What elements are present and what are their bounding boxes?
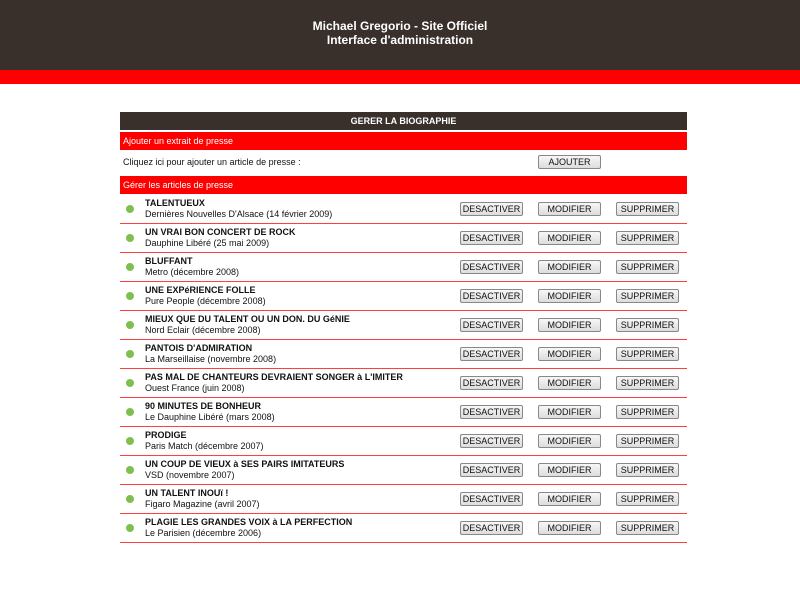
article-title: UN VRAI BON CONCERT DE ROCK bbox=[145, 227, 296, 237]
table-row bbox=[120, 195, 687, 224]
site-header bbox=[0, 0, 800, 70]
modify-button[interactable]: MODIFIER bbox=[538, 289, 601, 303]
status-active-icon bbox=[126, 321, 134, 329]
status-active-icon bbox=[126, 437, 134, 445]
delete-button[interactable]: SUPPRIMER bbox=[616, 521, 679, 535]
article-title: PLAGIE LES GRANDES VOIX à LA PERFECTION bbox=[145, 517, 353, 527]
add-press-section-heading: Ajouter un extrait de presse bbox=[120, 132, 687, 150]
table-row bbox=[120, 282, 687, 311]
article-title: TALENTUEUX bbox=[145, 198, 205, 208]
article-source: Le Parisien (décembre 2006) bbox=[145, 528, 262, 538]
article-title: UN COUP DE VIEUX à SES PAIRS IMITATEURS bbox=[145, 459, 345, 469]
deactivate-button[interactable]: DESACTIVER bbox=[460, 289, 523, 303]
delete-button[interactable]: SUPPRIMER bbox=[616, 260, 679, 274]
status-active-icon bbox=[126, 263, 134, 271]
add-press-row bbox=[120, 150, 687, 174]
deactivate-button[interactable]: DESACTIVER bbox=[460, 405, 523, 419]
table-row bbox=[120, 514, 687, 543]
add-article-button[interactable]: AJOUTER bbox=[538, 155, 601, 169]
article-source: Metro (décembre 2008) bbox=[145, 267, 240, 277]
modify-button[interactable]: MODIFIER bbox=[538, 318, 601, 332]
manage-press-section-heading: Gérer les articles de presse bbox=[120, 176, 687, 194]
table-row bbox=[120, 456, 687, 485]
delete-button[interactable]: SUPPRIMER bbox=[616, 347, 679, 361]
modify-button[interactable]: MODIFIER bbox=[538, 347, 601, 361]
table-row bbox=[120, 427, 687, 456]
modify-button[interactable]: MODIFIER bbox=[538, 492, 601, 506]
article-title: PRODIGE bbox=[145, 430, 187, 440]
table-row bbox=[120, 224, 687, 253]
status-active-icon bbox=[126, 379, 134, 387]
delete-button[interactable]: SUPPRIMER bbox=[616, 405, 679, 419]
deactivate-button[interactable]: DESACTIVER bbox=[460, 463, 523, 477]
site-title: Michael Gregorio - Site Officiel bbox=[312, 19, 488, 33]
biography-panel bbox=[120, 112, 687, 543]
admin-subtitle: Interface d'administration bbox=[326, 33, 474, 47]
status-active-icon bbox=[126, 524, 134, 532]
panel-title: GERER LA BIOGRAPHIE bbox=[120, 112, 687, 130]
status-active-icon bbox=[126, 495, 134, 503]
status-active-icon bbox=[126, 408, 134, 416]
article-title: BLUFFANT bbox=[145, 256, 193, 266]
deactivate-button[interactable]: DESACTIVER bbox=[460, 376, 523, 390]
table-row bbox=[120, 398, 687, 427]
deactivate-button[interactable]: DESACTIVER bbox=[460, 202, 523, 216]
deactivate-button[interactable]: DESACTIVER bbox=[460, 347, 523, 361]
article-source: Paris Match (décembre 2007) bbox=[145, 441, 264, 451]
delete-button[interactable]: SUPPRIMER bbox=[616, 202, 679, 216]
header-accent-bar bbox=[0, 70, 800, 84]
modify-button[interactable]: MODIFIER bbox=[538, 434, 601, 448]
deactivate-button[interactable]: DESACTIVER bbox=[460, 434, 523, 448]
modify-button[interactable]: MODIFIER bbox=[538, 463, 601, 477]
deactivate-button[interactable]: DESACTIVER bbox=[460, 318, 523, 332]
article-title: MIEUX QUE DU TALENT OU UN DON. DU GéNIE bbox=[145, 314, 350, 324]
status-active-icon bbox=[126, 350, 134, 358]
delete-button[interactable]: SUPPRIMER bbox=[616, 492, 679, 506]
modify-button[interactable]: MODIFIER bbox=[538, 405, 601, 419]
add-press-prompt: Cliquez ici pour ajouter un article de presse : bbox=[123, 157, 301, 167]
deactivate-button[interactable]: DESACTIVER bbox=[460, 492, 523, 506]
modify-button[interactable]: MODIFIER bbox=[538, 521, 601, 535]
modify-button[interactable]: MODIFIER bbox=[538, 260, 601, 274]
article-source: Le Dauphine Libéré (mars 2008) bbox=[145, 412, 275, 422]
deactivate-button[interactable]: DESACTIVER bbox=[460, 260, 523, 274]
status-active-icon bbox=[126, 466, 134, 474]
modify-button[interactable]: MODIFIER bbox=[538, 376, 601, 390]
table-row bbox=[120, 311, 687, 340]
article-source: Nord Eclair (décembre 2008) bbox=[145, 325, 261, 335]
delete-button[interactable]: SUPPRIMER bbox=[616, 231, 679, 245]
articles-list bbox=[120, 195, 687, 543]
delete-button[interactable]: SUPPRIMER bbox=[616, 318, 679, 332]
article-source: La Marseillaise (novembre 2008) bbox=[145, 354, 277, 364]
delete-button[interactable]: SUPPRIMER bbox=[616, 376, 679, 390]
deactivate-button[interactable]: DESACTIVER bbox=[460, 521, 523, 535]
article-source: VSD (novembre 2007) bbox=[145, 470, 235, 480]
article-title: UN TALENT INOUï ! bbox=[145, 488, 229, 498]
table-row bbox=[120, 340, 687, 369]
delete-button[interactable]: SUPPRIMER bbox=[616, 463, 679, 477]
article-source: Dernières Nouvelles D'Alsace (14 février 2009) bbox=[145, 209, 333, 219]
article-title: PAS MAL DE CHANTEURS DEVRAIENT SONGER à L'IMITER bbox=[145, 372, 403, 382]
article-source: Dauphine Libéré (25 mai 2009) bbox=[145, 238, 270, 248]
article-source: Figaro Magazine (avril 2007) bbox=[145, 499, 260, 509]
article-title: PANTOIS D'ADMIRATION bbox=[145, 343, 253, 353]
delete-button[interactable]: SUPPRIMER bbox=[616, 289, 679, 303]
table-row bbox=[120, 253, 687, 282]
table-row bbox=[120, 369, 687, 398]
article-source: Pure People (décembre 2008) bbox=[145, 296, 266, 306]
article-source: Ouest France (juin 2008) bbox=[145, 383, 245, 393]
table-row bbox=[120, 485, 687, 514]
article-title: UNE EXPéRIENCE FOLLE bbox=[145, 285, 256, 295]
status-active-icon bbox=[126, 292, 134, 300]
article-title: 90 MINUTES DE BONHEUR bbox=[145, 401, 262, 411]
status-active-icon bbox=[126, 205, 134, 213]
modify-button[interactable]: MODIFIER bbox=[538, 202, 601, 216]
status-active-icon bbox=[126, 234, 134, 242]
deactivate-button[interactable]: DESACTIVER bbox=[460, 231, 523, 245]
delete-button[interactable]: SUPPRIMER bbox=[616, 434, 679, 448]
modify-button[interactable]: MODIFIER bbox=[538, 231, 601, 245]
